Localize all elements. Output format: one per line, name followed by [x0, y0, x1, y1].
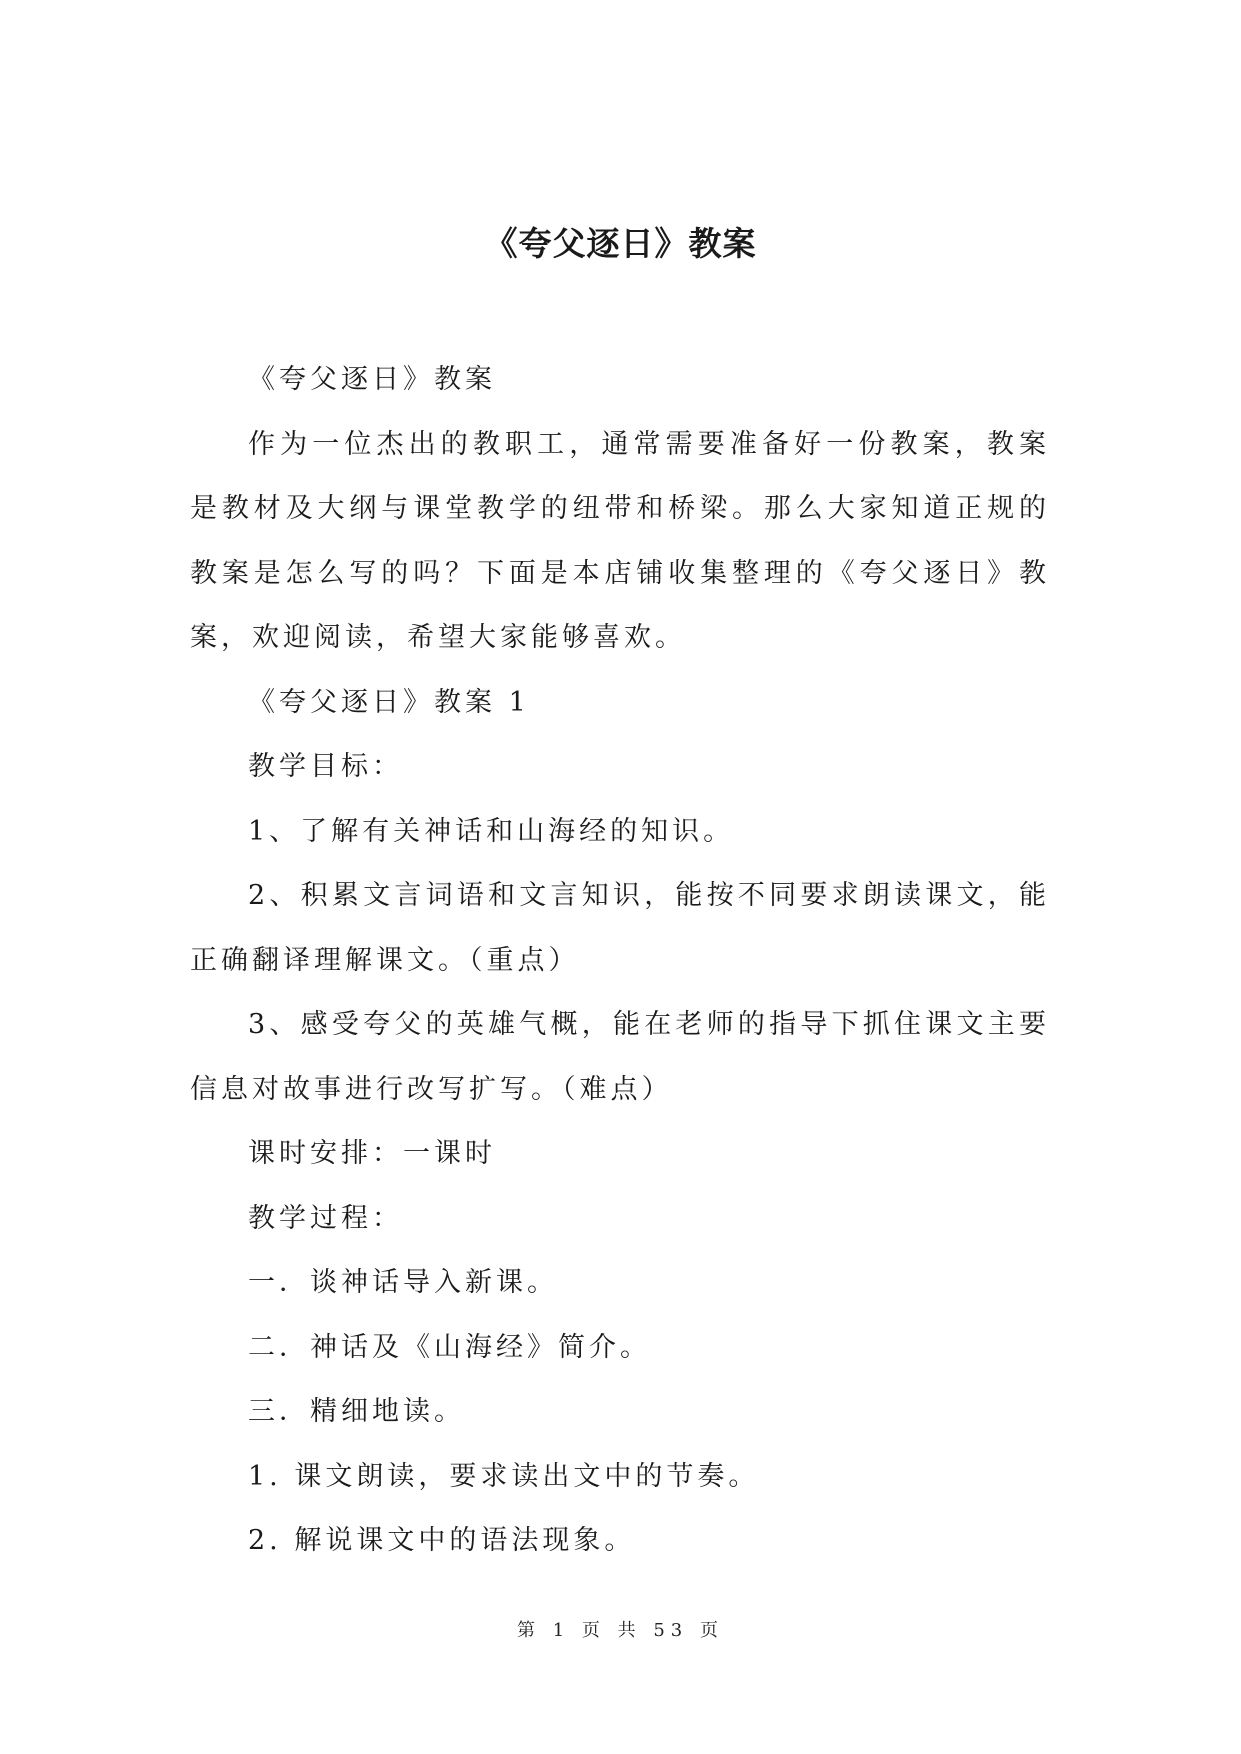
paragraph-intro: 作为一位杰出的教职工，通常需要准备好一份教案，教案是教材及大纲与课堂教学的纽带和桥梁。那么大家知道正规的教案是怎么写的吗？下面是本店铺收集整理的《夸父逐日》教案，欢迎阅读，希望大家能够喜欢。 — [190, 428, 1050, 653]
paragraph-process-label: 教学过程： — [248, 1202, 403, 1234]
paragraph-step-3: 三．精细地读。 — [248, 1396, 465, 1427]
paragraph-step-2: 二．神话及《山海经》简介。 — [248, 1331, 651, 1363]
paragraph-objectives-label: 教学目标： — [248, 751, 403, 782]
paragraph-objective-3: 3、感受夸父的英雄气概，能在老师的指导下抓住课文主要信息对故事进行改写扩写。（难点） — [190, 1009, 1050, 1105]
page-number-footer: 第 1 页 共 53 页 — [517, 1620, 724, 1641]
paragraph-step-1: 一．谈神话导入新课。 — [248, 1267, 558, 1298]
paragraph-objective-1: 1、了解有关神话和山海经的知识。 — [248, 815, 735, 847]
paragraph-substep-2: 2. 解说课文中的语法现象。 — [248, 1525, 636, 1556]
document-body — [190, 348, 1050, 1574]
paragraph-schedule: 课时安排：一课时 — [248, 1138, 496, 1169]
paragraph-objective-2: 2、积累文言词语和文言知识，能按不同要求朗读课文，能正确翻译理解课文。（重点） — [190, 880, 1050, 976]
paragraph-substep-1: 1. 课文朗读，要求读出文中的节奏。 — [248, 1460, 760, 1492]
document-title: 《夸父逐日》教案 — [484, 224, 757, 263]
paragraph-heading: 《夸父逐日》教案 — [248, 364, 496, 395]
paragraph-section-title: 《夸父逐日》教案 1 — [248, 686, 530, 718]
